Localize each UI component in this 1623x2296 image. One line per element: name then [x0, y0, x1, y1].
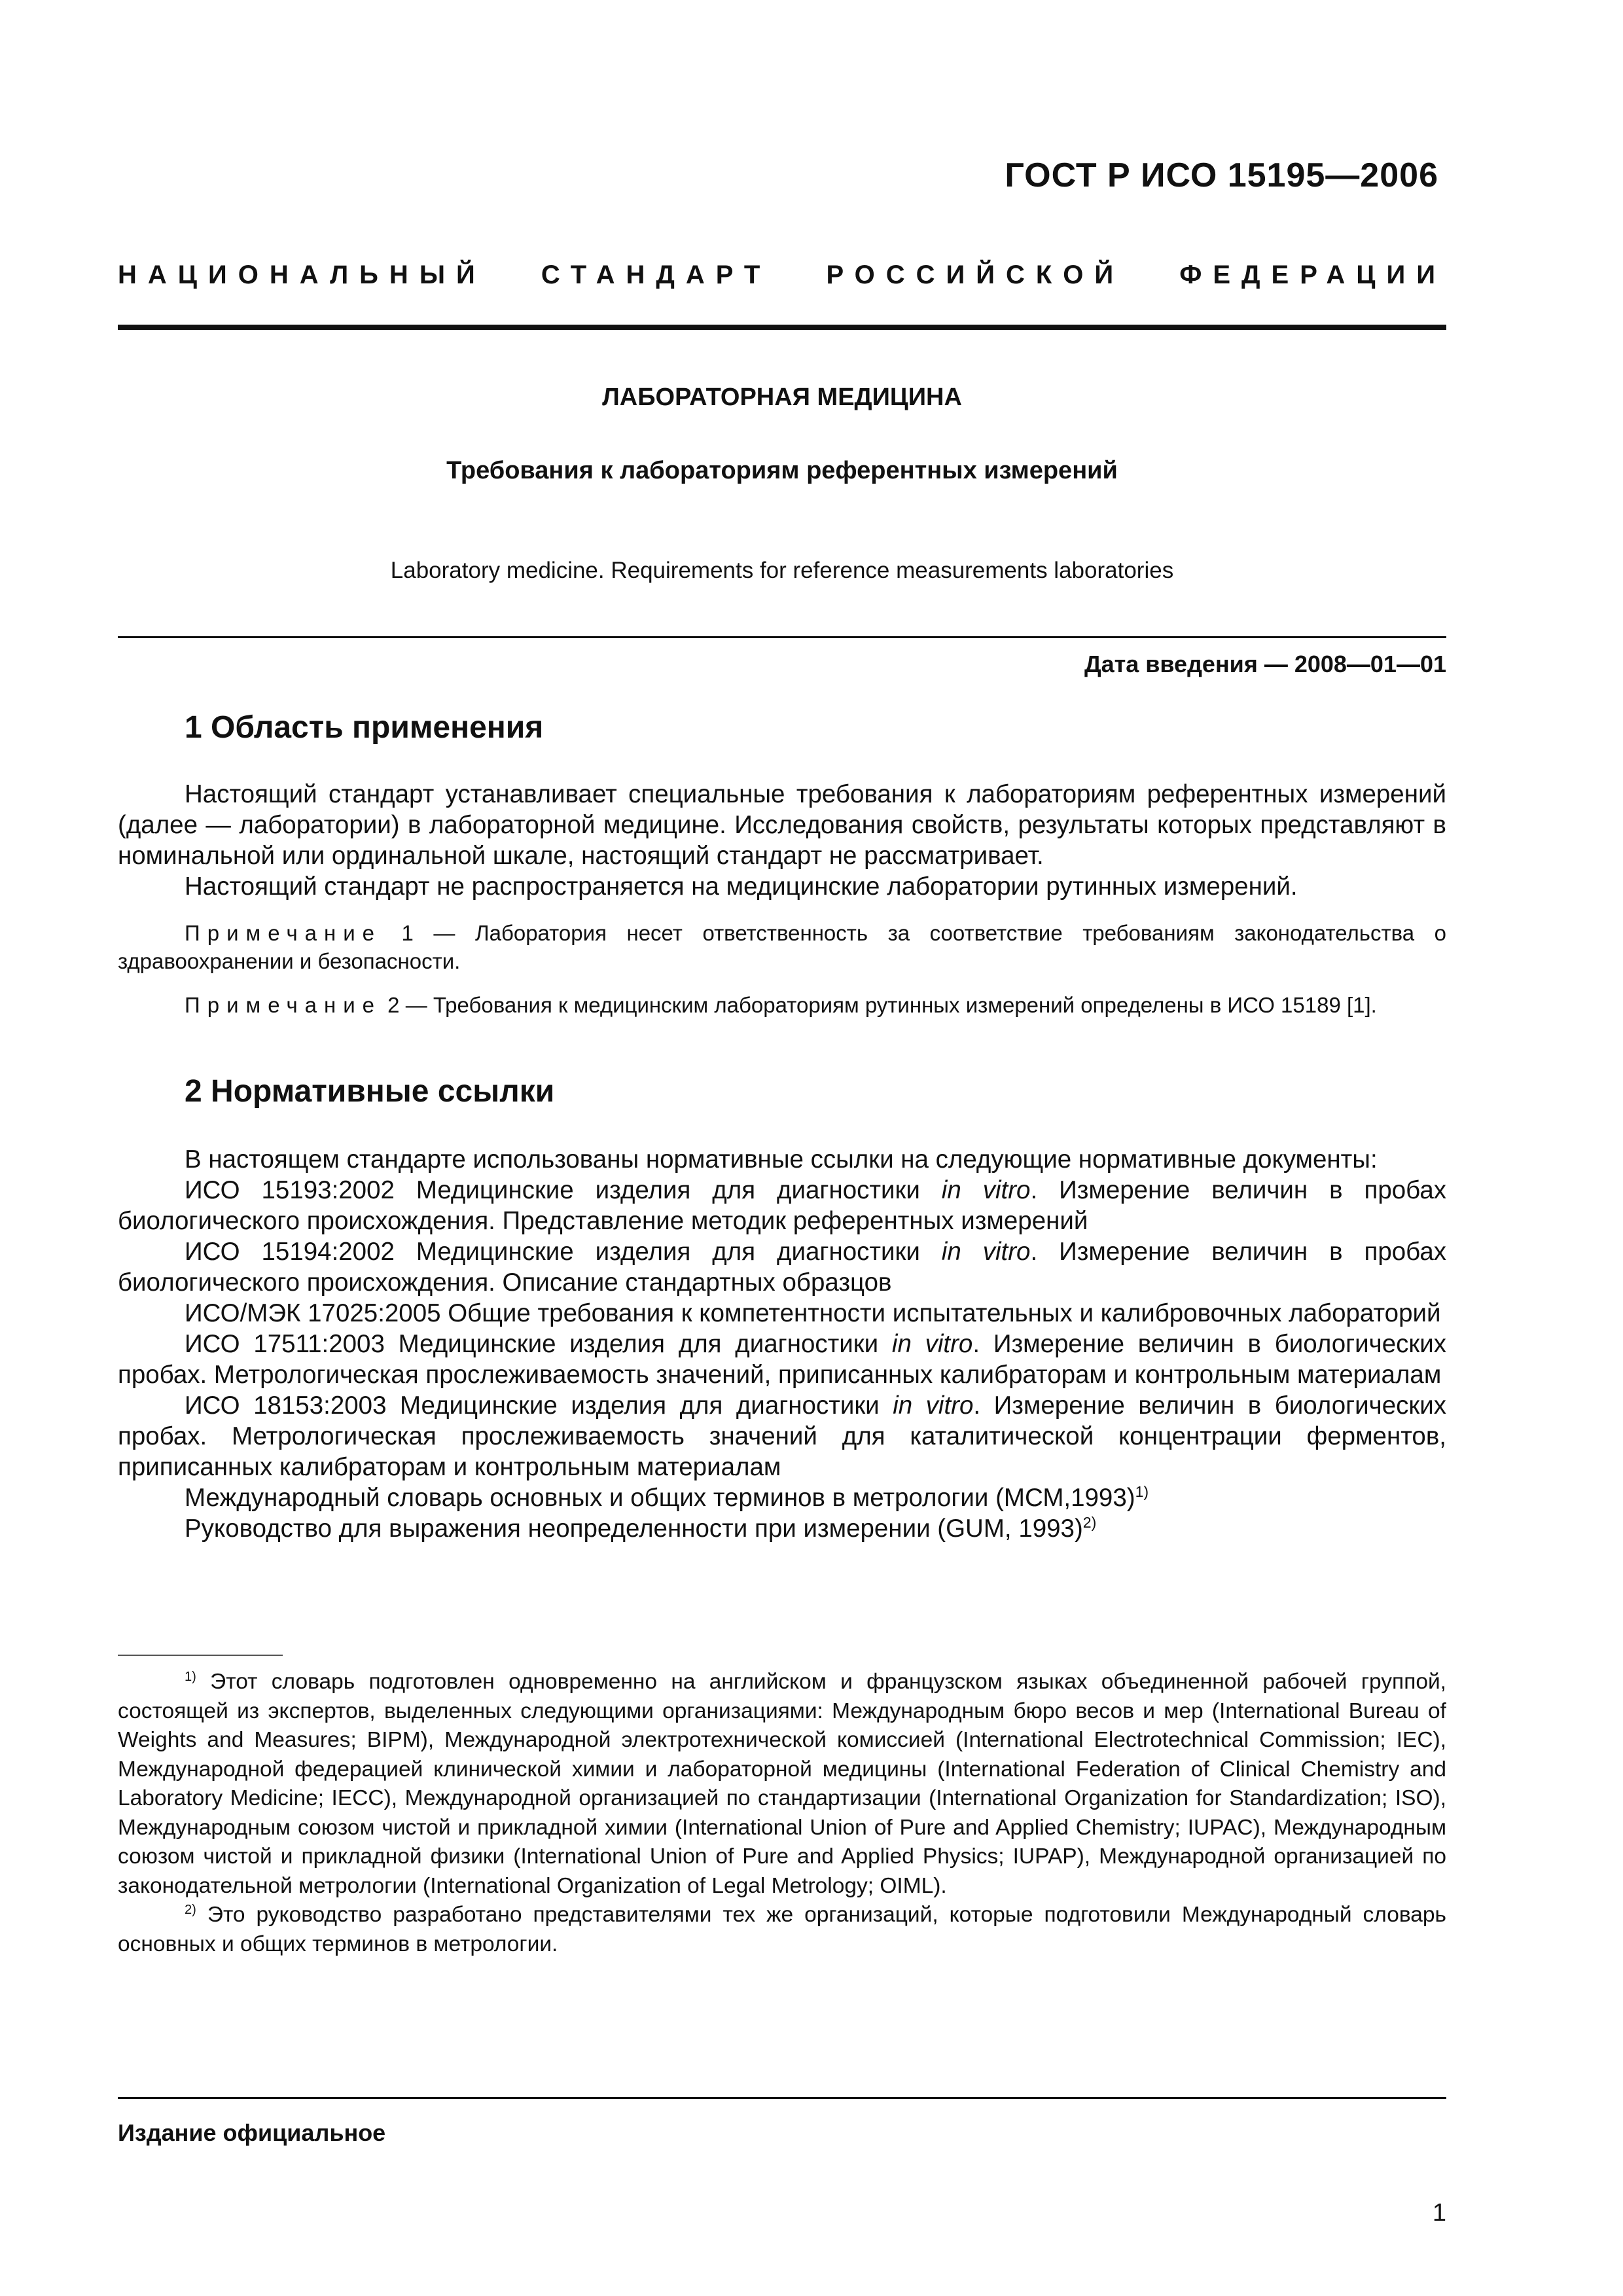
paragraph: Настоящий стандарт устанавливает специальные требования к лабораториям референтных измерений (далее — лаборатории) в лабораторной медицине. Исследования свойств, результаты которых представляют в номинальной или ординальной шкале, настоящий стандарт не рассматривает.	[118, 780, 1446, 870]
footnote-marker: 1)	[1135, 1483, 1149, 1501]
footnote-1: $^{1)}$ Этот словарь подготовлен одновременно на английском и французском языках объединенной рабочей группой, состоящей из экспертов, выделенных следующими организациями: Международным бюро весов и мер (International Bureau of Weights and Measures; BIPM), Международной электротехнической комиссией (International Electrotechnical Commission; IEC), Международной федерацией клинической химии и лабораторной медицины (International Federation of Clinical Chemistry and Laboratory Medicine; IECC), Международной организацией по стандартизации (International Organization for Standardization; ISO), Международным союзом чистой и прикладной химии (International Union of Pure and Applied Chemistry; IUPAC), Международным союзом чистой и прикладной физики (International Union of Pure and Applied Physics; IUPAP), Международной организацией по законодательной метрологии (International Organization of Legal Metrology; OIML).	[118, 1669, 1446, 1898]
section-2-body	[118, 1144, 1446, 1544]
standard-number: ГОСТ Р ИСО 15195—2006	[1005, 156, 1438, 194]
note-label: Примечание	[185, 993, 382, 1017]
footnote-marker: 2)	[185, 1902, 196, 1917]
section-1-body	[118, 779, 1446, 902]
banner-word: РОССИЙСКОЙ	[826, 260, 1125, 289]
introduction-date: Дата введения — 2008—01—01	[1084, 651, 1446, 677]
footnote-marker: 1)	[185, 1669, 196, 1684]
paragraph: В настоящем стандарте использованы нормативные ссылки на следующие нормативные документы:	[185, 1145, 1378, 1174]
reference-item: ИСО 15194:2002 Медицинские изделия для диагностики in vitro. Измерение величин в пробах биологического происхождения. Описание стандартных образцов	[118, 1238, 1446, 1297]
reference-item: ИСО 18153:2003 Медицинские изделия для диагностики in vitro. Измерение величин в биологических пробах. Метрологическая прослеживаемость значений для каталитической концентрации ферментов, приписанных калибраторам и контрольным материалам	[118, 1391, 1446, 1481]
page-number: 1	[1432, 2199, 1446, 2227]
english-title: Laboratory medicine. Requirements for reference measurements laboratories	[390, 558, 1174, 583]
banner-word: СТАНДАРТ	[541, 260, 772, 289]
document-subtitle: Требования к лабораториям референтных измерений	[446, 457, 1118, 484]
footnote-separator	[118, 1655, 283, 1656]
reference-item: ИСО/МЭК 17025:2005 Общие требования к компетентности испытательных и калибровочных лабораторий	[185, 1299, 1441, 1327]
reference-item: ИСО 17511:2003 Медицинские изделия для диагностики in vitro. Измерение величин в биологических пробах. Метрологическая прослеживаемость значений, приписанных калибраторам и контрольным материалам	[118, 1330, 1446, 1389]
footnote-2: $^{2)}$ Это руководство разработано представителями тех же организаций, которые подготовили Международный словарь основных и общих терминов в метрологии.	[118, 1902, 1446, 1956]
footnote-marker: 2)	[1082, 1514, 1097, 1532]
reference-item: Руководство для выражения неопределенности при измерении (GUM, 1993)$^{2)}$	[185, 1514, 1097, 1543]
note-text: 1 — Лаборатория несет ответственность за соответствие требованиям законодательства о здравоохранении и безопасности.	[118, 921, 1446, 973]
banner-word: ФЕДЕРАЦИИ	[1179, 260, 1446, 289]
note-1	[118, 919, 1446, 975]
section-2-heading: 2 Нормативные ссылки	[185, 1074, 555, 1109]
reference-item: ИСО 15193:2002 Медицинские изделия для диагностики in vitro. Измерение величин в пробах биологического происхождения. Представление методик референтных измерений	[118, 1176, 1446, 1235]
official-edition-label: Издание официальное	[118, 2119, 386, 2146]
header-divider	[118, 325, 1446, 330]
note-2	[118, 991, 1446, 1019]
national-standard-banner	[118, 260, 1446, 290]
section-1-heading: 1 Область применения	[185, 710, 544, 745]
footnotes	[118, 1668, 1446, 1959]
footer-divider	[118, 2097, 1446, 2099]
reference-item: Международный словарь основных и общих терминов в метрологии $(МСМ,1993)^{1)}$	[185, 1483, 1149, 1512]
paragraph: Настоящий стандарт не распространяется на медицинские лаборатории рутинных измерений.	[185, 872, 1298, 901]
document-title: ЛАБОРАТОРНАЯ МЕДИЦИНА	[602, 384, 962, 411]
title-divider	[118, 636, 1446, 638]
note-label: Примечание	[185, 921, 382, 945]
banner-word: НАЦИОНАЛЬНЫЙ	[118, 260, 486, 289]
note-text: 2 — Требования к медицинским лабораториям рутинных измерений определены в ИСО 15189 [1].	[382, 993, 1377, 1017]
